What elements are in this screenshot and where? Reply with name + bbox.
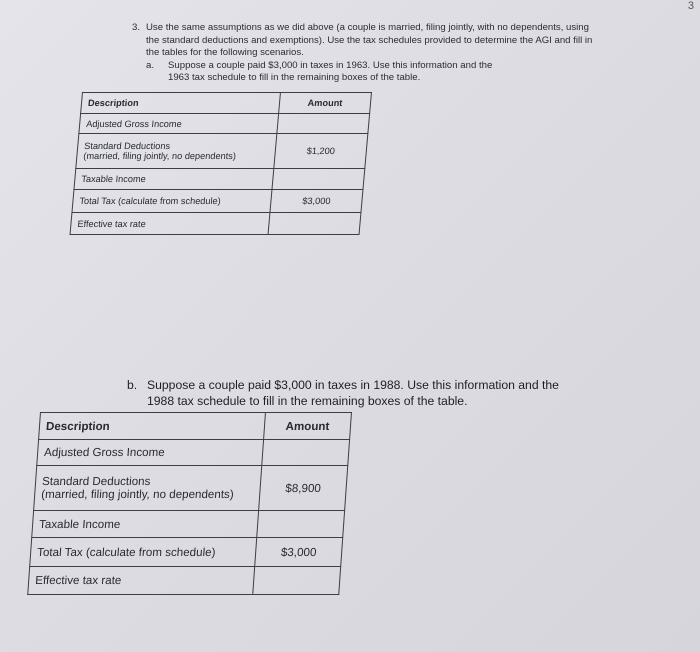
row-agi-label: Adjusted Gross Income [79, 114, 279, 134]
std-deduction-note: (married, filing jointly, no dependents) [40, 488, 235, 501]
table-row [32, 511, 345, 538]
part-a-line-2: 1963 tax schedule to fill in the remaining boxes of the table. [168, 72, 421, 83]
std-deduction-note: (married, filing jointly, no dependents) [82, 151, 237, 161]
question-3 [132, 22, 602, 85]
table-header-row [39, 413, 352, 440]
std-deduction-title: Standard Deductions [83, 141, 171, 151]
header-amount: Amount [264, 413, 352, 440]
row-taxable-income-amount-cell[interactable] [257, 511, 345, 538]
part-b-prompt [127, 378, 607, 409]
part-b-letter: b. [127, 378, 138, 392]
table-header-row [81, 93, 372, 114]
row-total-tax-amount: $3,000 [270, 190, 363, 213]
row-effective-rate-amount-cell[interactable] [268, 213, 361, 235]
row-agi-amount-cell[interactable] [262, 440, 350, 466]
page-number: 3 [687, 0, 694, 12]
std-deduction-title: Standard Deductions [41, 475, 151, 488]
row-std-deduction-amount: $1,200 [274, 134, 368, 169]
table-row [72, 190, 363, 213]
question-3-text: Use the same assumptions as we did above (a couple is married, filing jointly, with no dependents, using the standard deductions and exemptions). Use the tax schedules provided to determine the AGI and fill in the tables for the following scenarios. [146, 22, 593, 58]
table-row [30, 538, 343, 567]
header-description: Description [39, 413, 266, 440]
question-number: 3. [132, 22, 141, 33]
row-effective-rate-label: Effective tax rate [70, 213, 270, 235]
part-a-prompt [146, 59, 602, 85]
header-amount: Amount [279, 93, 372, 114]
row-effective-rate-amount-cell[interactable] [253, 567, 341, 595]
row-std-deduction-label [76, 134, 277, 169]
part-b-line-2: 1988 tax schedule to fill in the remaining boxes of the table. [147, 393, 468, 408]
table-row [28, 567, 341, 595]
part-a-letter: a. [146, 59, 155, 71]
row-std-deduction-label [34, 466, 262, 511]
table-row [79, 114, 370, 134]
table-row [34, 466, 348, 511]
row-effective-rate-label: Effective tax rate [28, 567, 255, 595]
row-total-tax-label: Total Tax (calculate from schedule) [72, 190, 272, 213]
row-total-tax-amount: $3,000 [255, 538, 343, 567]
row-taxable-income-label: Taxable Income [32, 511, 259, 538]
row-std-deduction-amount: $8,900 [259, 466, 348, 511]
table-row [74, 169, 365, 190]
table-row [70, 213, 361, 235]
row-total-tax-label: Total Tax (calculate from schedule) [30, 538, 257, 567]
table-a [69, 92, 372, 235]
header-description: Description [81, 93, 281, 114]
table-b [27, 412, 352, 595]
part-a-line-1: Suppose a couple paid $3,000 in taxes in 1963. Use this information and the [168, 59, 493, 71]
table-row [76, 134, 368, 169]
row-agi-amount-cell[interactable] [277, 114, 370, 134]
row-agi-label: Adjusted Gross Income [37, 440, 264, 466]
row-taxable-income-label: Taxable Income [74, 169, 274, 190]
row-taxable-income-amount-cell[interactable] [272, 169, 365, 190]
part-b-line-1: Suppose a couple paid $3,000 in taxes in 1988. Use this information and the [147, 378, 559, 392]
table-row [37, 440, 350, 466]
